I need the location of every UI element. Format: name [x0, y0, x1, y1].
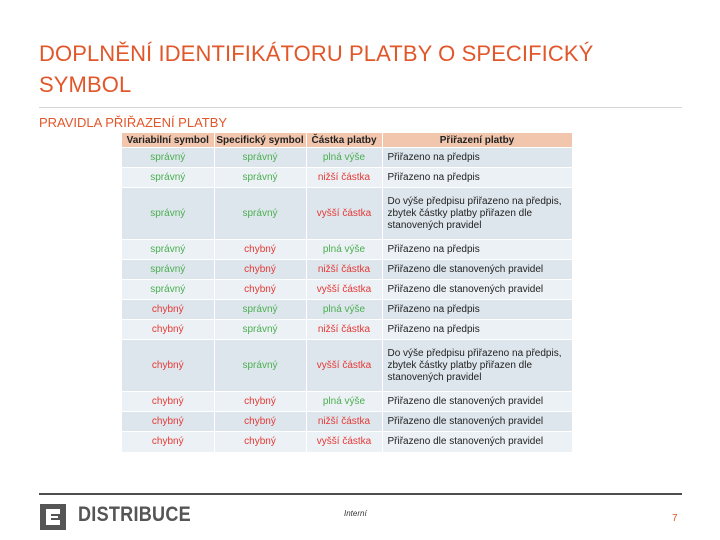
cell-payment-amount: nižší částka: [306, 412, 382, 432]
cell-payment-amount: nižší částka: [306, 168, 382, 188]
cell-payment-assignment: Přiřazeno na předpis: [382, 168, 572, 188]
cell-specific-symbol: správný: [214, 188, 306, 240]
cell-variable-symbol: správný: [122, 148, 214, 168]
cell-variable-symbol: správný: [122, 168, 214, 188]
cell-payment-amount: nižší částka: [306, 260, 382, 280]
table-row: [122, 320, 572, 340]
cell-specific-symbol: chybný: [214, 392, 306, 412]
cell-variable-symbol: chybný: [122, 432, 214, 452]
cell-specific-symbol: chybný: [214, 412, 306, 432]
cell-payment-amount: vyšší částka: [306, 280, 382, 300]
cell-payment-amount: plná výše: [306, 240, 382, 260]
cell-specific-symbol: správný: [214, 148, 306, 168]
table-header-row: [122, 133, 572, 148]
header-payment-assignment: Přiřazení platby: [382, 133, 572, 148]
cell-specific-symbol: správný: [214, 340, 306, 392]
cell-variable-symbol: správný: [122, 260, 214, 280]
cell-variable-symbol: správný: [122, 280, 214, 300]
cell-specific-symbol: chybný: [214, 432, 306, 452]
table-row: [122, 148, 572, 168]
table-row: [122, 392, 572, 412]
table-body: [122, 148, 572, 452]
cell-payment-assignment: Přiřazeno dle stanovených pravidel: [382, 392, 572, 412]
table-row: [122, 432, 572, 452]
cell-payment-assignment: Do výše předpisu přiřazeno na předpis, zbytek částky platby přiřazen dle stanovených pravidel: [382, 340, 572, 392]
cell-variable-symbol: chybný: [122, 392, 214, 412]
table-row: [122, 412, 572, 432]
cell-variable-symbol: chybný: [122, 300, 214, 320]
payment-rules-table: [122, 133, 572, 452]
cell-specific-symbol: chybný: [214, 280, 306, 300]
header-payment-amount: Částka platby: [306, 133, 382, 148]
table-row: [122, 168, 572, 188]
cell-payment-assignment: Přiřazeno na předpis: [382, 240, 572, 260]
cell-payment-assignment: Přiřazeno dle stanovených pravidel: [382, 412, 572, 432]
cell-payment-amount: plná výše: [306, 392, 382, 412]
title-divider: [39, 107, 682, 108]
cell-payment-assignment: Přiřazeno na předpis: [382, 320, 572, 340]
cell-payment-amount: plná výše: [306, 300, 382, 320]
cell-specific-symbol: chybný: [214, 260, 306, 280]
cell-variable-symbol: správný: [122, 188, 214, 240]
table-row: [122, 340, 572, 392]
cell-payment-assignment: Přiřazeno dle stanovených pravidel: [382, 432, 572, 452]
cell-payment-amount: plná výše: [306, 148, 382, 168]
logo-wordmark: DISTRIBUCE: [78, 503, 191, 526]
cell-payment-assignment: Přiřazeno dle stanovených pravidel: [382, 260, 572, 280]
cell-payment-assignment: Do výše předpisu přiřazeno na předpis, zbytek částky platby přiřazen dle stanovených pravidel: [382, 188, 572, 240]
cell-payment-amount: nižší částka: [306, 320, 382, 340]
cell-specific-symbol: správný: [214, 300, 306, 320]
cell-variable-symbol: chybný: [122, 340, 214, 392]
cell-payment-amount: vyšší částka: [306, 340, 382, 392]
cell-payment-assignment: Přiřazeno na předpis: [382, 148, 572, 168]
page-number: 7: [672, 513, 678, 524]
cell-variable-symbol: chybný: [122, 320, 214, 340]
table-row: [122, 240, 572, 260]
cell-payment-amount: vyšší částka: [306, 188, 382, 240]
cell-specific-symbol: chybný: [214, 240, 306, 260]
cell-variable-symbol: chybný: [122, 412, 214, 432]
rules-table-container: [122, 133, 572, 458]
slide-subtitle: PRAVIDLA PŘIŘAZENÍ PLATBY: [39, 115, 228, 130]
slide-title: DOPLNĚNÍ IDENTIFIKÁTORU PLATBY O SPECIFICKÝ SYMBOL: [39, 41, 594, 97]
table-row: [122, 280, 572, 300]
cell-specific-symbol: správný: [214, 168, 306, 188]
cez-logo-icon: [40, 504, 66, 530]
table-row: [122, 260, 572, 280]
footer-divider: [39, 493, 682, 495]
classification-label: Interní: [344, 509, 367, 518]
cell-payment-assignment: Přiřazeno dle stanovených pravidel: [382, 280, 572, 300]
cell-variable-symbol: správný: [122, 240, 214, 260]
table-row: [122, 188, 572, 240]
cell-payment-assignment: Přiřazeno na předpis: [382, 300, 572, 320]
table-row: [122, 300, 572, 320]
header-specific-symbol: Specifický symbol: [214, 133, 306, 148]
cell-specific-symbol: správný: [214, 320, 306, 340]
cell-payment-amount: vyšší částka: [306, 432, 382, 452]
header-variable-symbol: Variabilní symbol: [122, 133, 214, 148]
